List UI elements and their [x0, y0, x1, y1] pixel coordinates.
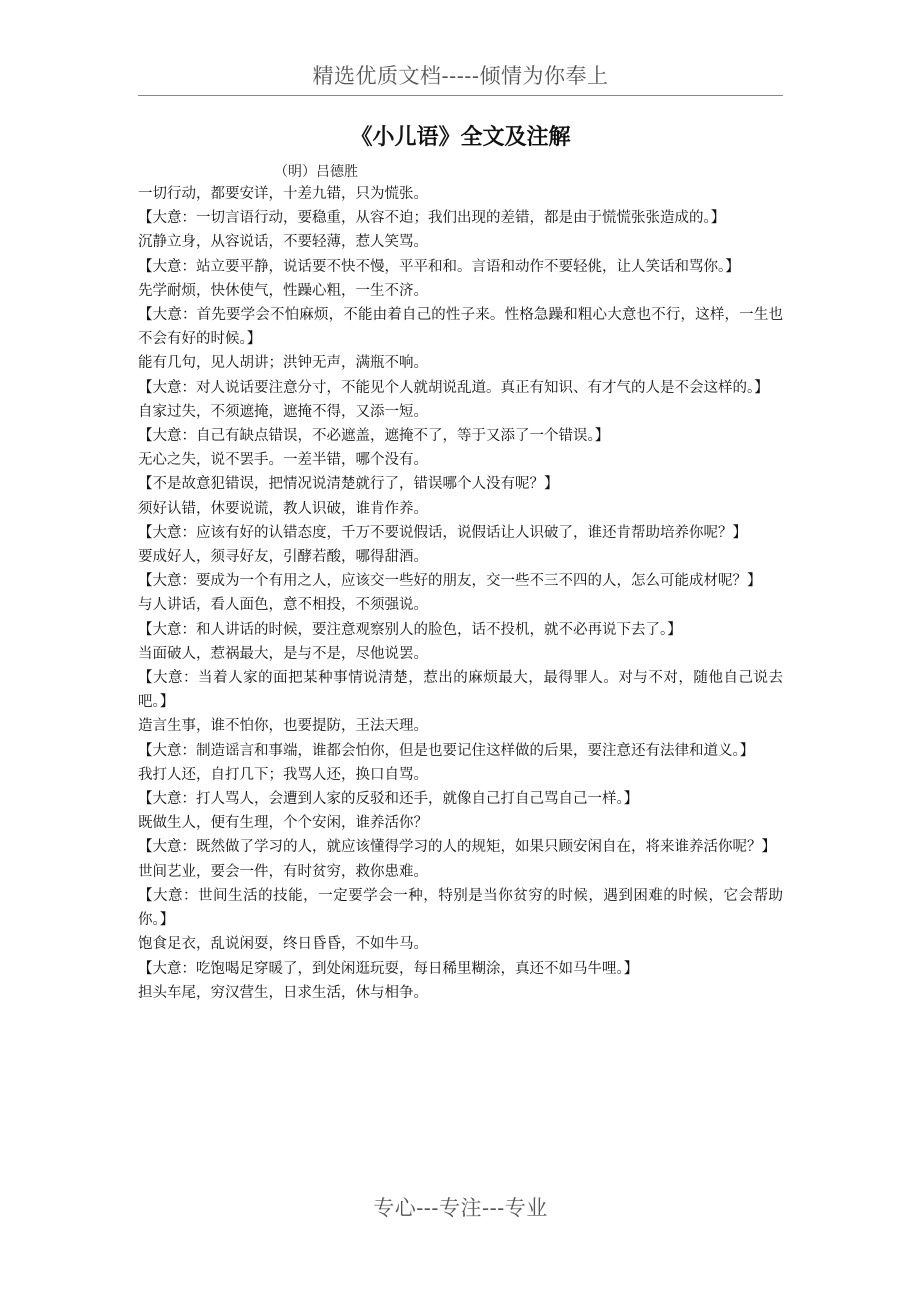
annotation-line: 【不是故意犯错误，把情况说清楚就行了，错误哪个人没有呢？】 — [138, 476, 559, 493]
annotation-line: 【大意：当着人家的面把某种事情说清楚，惹出的麻烦最大，最得罪人。对与不对，随他自己说去吧。】 — [138, 670, 783, 711]
annotation-line: 【大意：一切言语行动，要稳重，从容不迫；我们出现的差错，都是由于慌慌张张造成的。】 — [138, 210, 726, 227]
document-body — [138, 182, 783, 1005]
page-footer: 专心---专注---专业 — [373, 1196, 548, 1220]
annotation-line: 【大意：首先要学会不怕麻烦，不能由着自己的性子来。性格急躁和粗心大意也不行，这样，一生也不会有好的时候。】 — [138, 307, 783, 348]
verse-line: 与人讲话，看人面色，意不相投，不须强说。 — [138, 597, 428, 614]
verse-line: 世间艺业，要会一件，有时贫穷，救你患难。 — [138, 863, 428, 880]
verse-line: 能有几句，见人胡讲；洪钟无声，满瓶不响。 — [138, 355, 428, 372]
annotation-line: 【大意：打人骂人，会遭到人家的反驳和还手，就像自己打自己骂自己一样。】 — [138, 791, 639, 808]
document-title: 《小儿语》全文及注解 — [350, 124, 571, 150]
page-header: 精选优质文档-----倾情为你奉上 — [312, 64, 609, 88]
verse-line: 当面破人，惹祸最大，是与不是，尽他说罢。 — [138, 645, 428, 662]
verse-line: 沉静立身，从容说话，不要轻薄，惹人笑骂。 — [138, 234, 428, 251]
verse-line: 要成好人，须寻好友，引酵若酸，哪得甜酒。 — [138, 549, 428, 566]
annotation-line: 【大意：制造谣言和事端，谁都会怕你，但是也要记住这样做的后果，要注意还有法律和道义。】 — [138, 742, 755, 759]
annotation-line: 【大意：对人说话要注意分寸，不能见个人就胡说乱道。真正有知识、有才气的人是不会这样的。】 — [138, 379, 769, 396]
annotation-line: 【大意：吃饱喝足穿暖了，到处闲逛玩耍，每日稀里糊涂，真还不如马牛哩。】 — [138, 960, 639, 977]
verse-line: 担头车尾，穷汉营生，日求生活，休与相争。 — [138, 984, 428, 1001]
verse-line: 无心之失，说不罢手。一差半错，哪个没有。 — [138, 452, 428, 469]
verse-line: 一切行动，都要安详，十差九错，只为慌张。 — [138, 186, 428, 202]
annotation-line: 【大意：世间生活的技能，一定要学会一种，特别是当你贫穷的时候，遇到困难的时候，它会帮助你。】 — [138, 887, 783, 929]
annotation-line: 【大意：自己有缺点错误，不必遮盖，遮掩不了，等于又添了一个错误。】 — [138, 428, 610, 445]
verse-line: 既做生人，便有生理，个个安闲，谁养活你？ — [138, 815, 428, 832]
verse-line: 须好认错，休要说谎，教人识破，谁肯作养。 — [138, 500, 428, 517]
verse-line: 饱食足衣，乱说闲耍，终日昏昏，不如牛马。 — [138, 936, 428, 953]
verse-line: 我打人还，自打几下；我骂人还，换口自骂。 — [138, 766, 428, 783]
annotation-line: 【大意：应该有好的认错态度，千万不要说假话，说假话让人识破了，谁还肯帮助培养你呢？】 — [138, 524, 747, 541]
annotation-line: 【大意：站立要平静，说话要不快不慢，平平和和。言语和动作不要轻佻，让人笑话和骂你。】 — [138, 258, 740, 275]
verse-line: 造言生事，谁不怕你，也要提防，王法天理。 — [138, 718, 428, 735]
verse-line: 先学耐烦，快休使气，性躁心粗，一生不济。 — [138, 282, 428, 299]
header-divider — [138, 95, 783, 96]
annotation-line: 【大意：和人讲话的时候，要注意观察别人的脸色，话不投机，就不必再说下去了。】 — [138, 621, 682, 638]
annotation-line: 【大意：既然做了学习的人，就应该懂得学习的人的规矩，如果只顾安闲自在，将来谁养活你呢？】 — [138, 839, 776, 856]
verse-line: 自家过失，不须遮掩，遮掩不得，又添一短。 — [138, 403, 428, 420]
annotation-line: 【大意：要成为一个有用之人，应该交一些好的朋友，交一些不三不四的人，怎么可能成材呢？】 — [138, 573, 762, 590]
author-line: （明）吕德胜 — [274, 164, 358, 180]
